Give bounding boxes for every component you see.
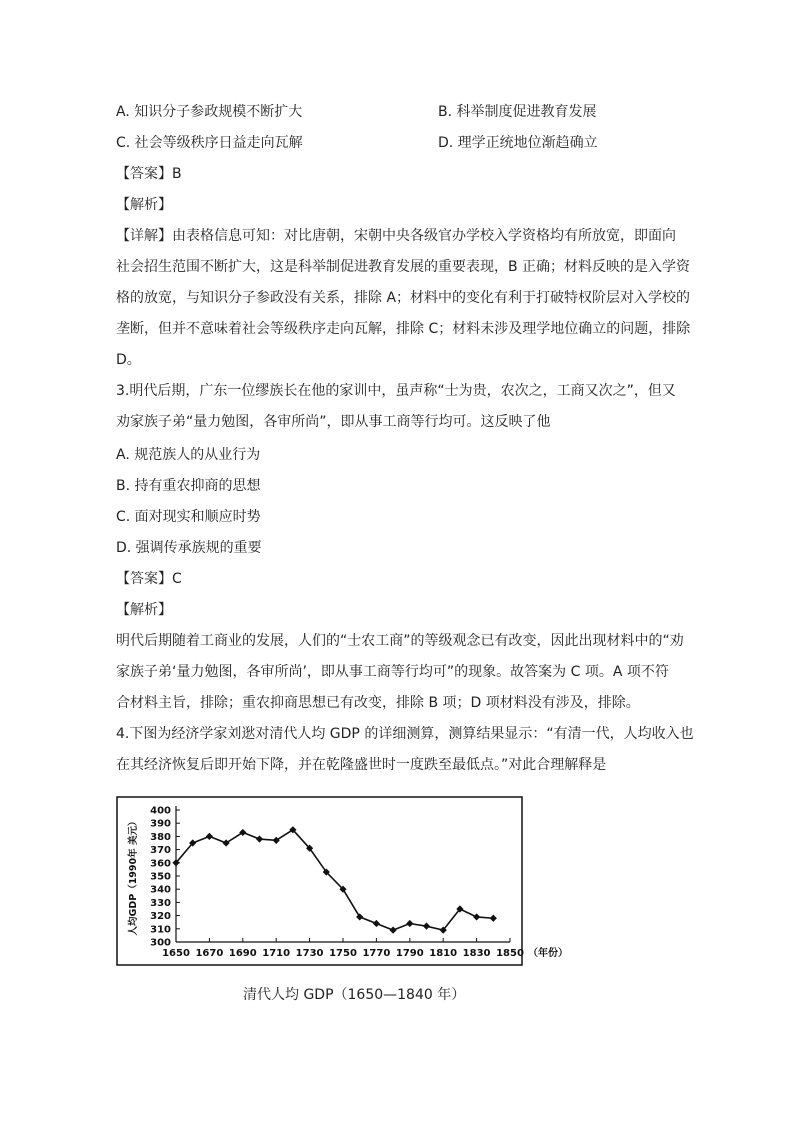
x-tick-label: 1810 (429, 948, 458, 959)
y-tick-label: 360 (150, 858, 171, 870)
q3-analysis-line: 明代后期随着工商业的发展，人们的“士农工商”的等级观念已有改变，因此出现材料中的“劝 (116, 633, 684, 649)
q3-stem-line: 劝家族子弟“量力勉图，各审所尚”，即从事工商等行均可。这反映了他 (116, 414, 551, 430)
q2-detail-line: 格的放宽，与知识分子参政没有关系，排除 A；材料中的变化有利于打破特权阶层对入学校的 (116, 290, 691, 306)
y-tick-label: 310 (150, 924, 171, 936)
q2-option-d: D. 理学正统地位渐趋确立 (438, 135, 598, 151)
y-tick-label: 370 (150, 845, 171, 857)
q4-stem-line: 4.下图为经济学家刘逖对清代人均 GDP 的详细测算，测算结果显示：“有清一代，人均收入也 (116, 726, 694, 742)
q3-analysis-line: 家族子弟‘量力勉图，各审所尚’，即从事工商等行均可”的现象。故答案为 C 项。A 项不符 (116, 664, 669, 680)
y-tick-label: 320 (150, 911, 171, 923)
q3-analysis (116, 626, 684, 719)
q3-option-c: C. 面对现实和顺应时势 (116, 509, 261, 525)
y-tick-label: 350 (150, 871, 171, 883)
q2-analysis-tag: 【解析】 (116, 197, 172, 213)
x-tick-label: 1650 (162, 948, 190, 959)
x-tick-label: 1690 (228, 948, 257, 959)
q3-stem (116, 376, 684, 438)
q2-answer: 【答案】B (116, 166, 182, 182)
q2-option-a: A. 知识分子参政规模不断扩大 (116, 104, 303, 120)
x-tick-label: 1710 (262, 948, 291, 959)
q2-detail-line: 社会招生范围不断扩大，这是科举制促进教育发展的重要表现，B 正确；材料反映的是入学资 (116, 259, 691, 275)
x-tick-label: 1850 (496, 948, 524, 959)
x-tick-label: 1670 (195, 948, 224, 959)
y-tick-label: 340 (150, 884, 171, 896)
q2-detail-line: 垄断，但并不意味着社会等级秩序走向瓦解，排除 C；材料未涉及理学地位确立的问题，排除 (116, 321, 691, 337)
x-tick-label: 1790 (395, 948, 424, 959)
q2-detail (116, 221, 691, 376)
q2-option-c: C. 社会等级秩序日益走向瓦解 (116, 135, 303, 151)
x-tick-label: 1830 (462, 948, 491, 959)
q2-option-b: B. 科举制度促进教育发展 (438, 104, 597, 120)
y-tick-label: 390 (150, 818, 171, 830)
q3-option-a: A. 规范族人的从业行为 (116, 447, 261, 463)
y-tick-label: 380 (150, 831, 171, 843)
q3-answer: 【答案】C (116, 571, 182, 587)
q3-stem-line: 3.明代后期，广东一位缪族长在他的家训中，虽声称“士为贵，农次之，工商又次之”，但又 (116, 383, 676, 399)
gdp-chart (116, 796, 568, 966)
x-tick-label: 1770 (362, 948, 391, 959)
y-tick-label: 300 (150, 937, 171, 949)
q4-stem-line: 在其经济恢复后即开始下降，并在乾隆盛世时一度跌至最低点。”对此合理解释是 (116, 757, 607, 773)
chart-caption: 清代人均 GDP（1650—1840 年） (243, 987, 466, 1003)
y-tick-label: 330 (150, 897, 171, 909)
q3-option-d: D. 强调传承族规的重要 (116, 540, 262, 556)
x-tick-label: 1750 (329, 948, 357, 959)
q2-detail-line: 【详解】由表格信息可知：对比唐朝，宋朝中央各级官办学校入学资格均有所放宽，即面向 (116, 228, 676, 244)
y-axis-label: 人均GDP（1990年 美元） (128, 816, 139, 936)
x-axis-label: （年份） (528, 948, 568, 959)
q2-detail-line: D。 (116, 352, 141, 368)
chart-frame (117, 797, 522, 965)
q3-analysis-tag: 【解析】 (116, 602, 172, 618)
q3-option-b: B. 持有重农抑商的思想 (116, 478, 261, 494)
q4-stem (116, 719, 694, 781)
x-tick-label: 1730 (295, 948, 324, 959)
q3-analysis-line: 合材料主旨，排除；重农抑商思想已有改变，排除 B 项；D 项材料没有涉及，排除。 (116, 695, 640, 711)
y-tick-label: 400 (150, 805, 171, 817)
